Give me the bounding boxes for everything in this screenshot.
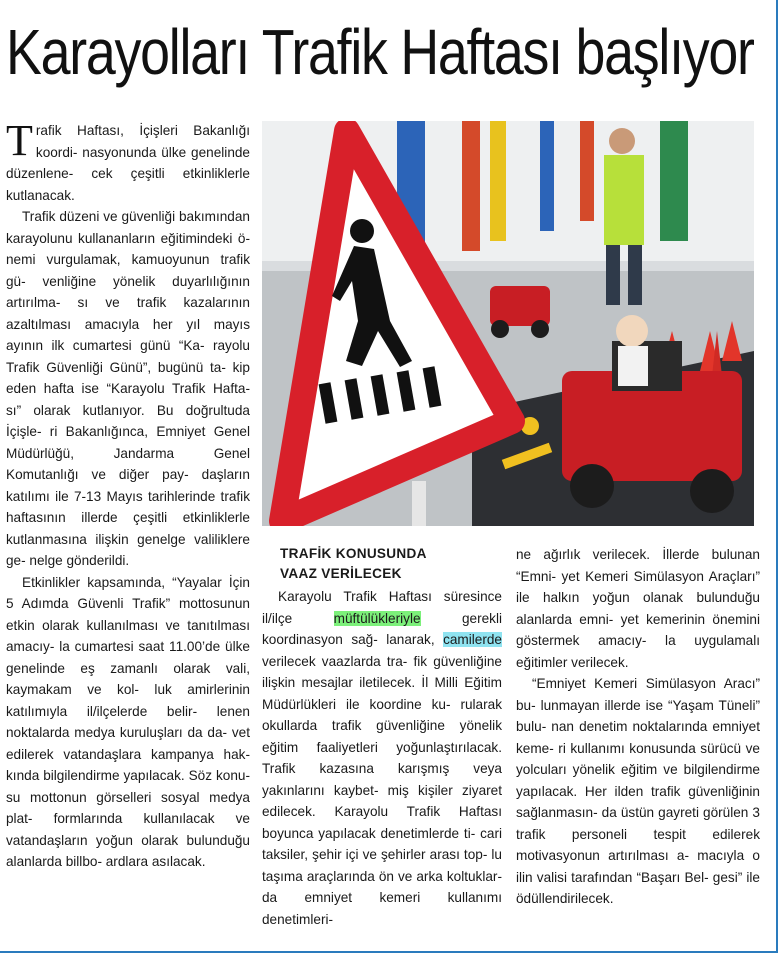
paragraph-2: Trafik düzeni ve güvenliği bakımından karayolunu kullananların eğitimindeki ö- nemi vurgulamak, kamuoyunun trafik gü- venliğine yönelik duyarlılığının artırılma- sı ve trafik kazalarının azaltılması amacıyla her yıl mayıs ayının ilk cumartesi günü “Ka- rayolu Trafik Güvenliği Günü”, bugünü ta- kip eden hafta ise “Karayolu Trafik Hafta- sı” olarak kutlanıyor. Bu doğrultuda İçişle- ri Bakanlığınca, Emniyet Genel Müdürlüğü, Jandarma Genel Komutanlığı ve diğer pay- daşların katılımı ile 7-13 Mayıs tarihlerinde trafik haftasının illerde çeşitli etkinliklerle kutlanmasına ilişkin genelge valiliklere ge- nelge gönderildi. <box>6 209 250 568</box>
photo-traffic-park <box>262 121 754 526</box>
news-photo <box>262 121 754 526</box>
highlight-muftuluk: müftülükleriyle <box>333 610 421 626</box>
paragraph-6: “Emniyet Kemeri Simülasyon Aracı” bu- lunmayan illerde ise “Yaşam Tüneli” bulu- nan denetim noktalarında emniyet keme- ri kullanımı konusunda sürücü ve yolcuları yönelik eğitim ve bilgilendirme yapılacak. Her ilden trafik güvenliğinin sağlanmasın- da üstün gayreti görülen 3 trafik personeli tespit edilerek motivasyonun artırılması a- macıyla o ilin valisi tarafından “Başarı Bel- gesi” ile ödüllendirilecek. <box>516 676 760 906</box>
subheading: TRAFİK KONUSUNDA VAAZ VERİLECEK <box>280 546 427 581</box>
paragraph-1: Trafik Haftası, İçişleri Bakanlığı koordi- nasyonunda ülke genelinde düzenlene- cek çeşitli etkinliklerle kutlanacak. <box>6 116 250 203</box>
highlight-camiler: camilerde <box>443 632 502 647</box>
paragraph-3: Etkinlikler kapsamında, “Yayalar İçin 5 Adımda Güvenli Trafik” mottosunun etkin olarak kullanılması ve tanıtılması amacıy- la cumartesi saat 11.00’de ülke genelinde eş zamanlı olarak vali, kaymakam ve kol- luk amirlerinin katılımıyla il/ilçelerde belir- lenen noktalarda medya kuruluşları da da- vet edilerek vatandaşlara kampanya hak- kında bilgilendirme yapılacak. Söz konu- su mottonun görselleri sosyal medya plat- formlarında kullanılacak ve vatandaşların yoğun olarak bulunduğu alanlarda billbo- ardlara asılacak. <box>6 574 250 869</box>
column-2 <box>262 544 502 930</box>
column-1 <box>6 116 250 873</box>
drop-cap: T <box>6 116 33 165</box>
headline: Karayolları Trafik Haftası başlıyor <box>6 16 754 88</box>
paragraph-4: Karayolu Trafik Haftası süresince il/ilçe müftülükleriyle gerekli koordinasyon sağ- lanarak, camilerde verilecek vaazlarda tra- fik güvenliğine ilişkin mesajlar iletilecek. İl Milli Eğitim Müdürlükleri ile koordine ku- rularak okullarda trafik güvenliğine yönelik eğitim faaliyetleri yoğunlaştırılacak. Trafik kazasına karışmış veya yakınlarını kaybet- miş kişiler ziyaret edilecek. Karayolu Trafik Haftası boyunca yapılacak denetimlerde ti- cari taksiler, şehir içi ve şehirler arası top- lu taşıma araçlarında ön ve arka koltuklar- da emniyet kemeri kullanımı denetimleri- <box>262 589 502 927</box>
paragraph-5: ne ağırlık verilecek. İllerde bulunan “Emni- yet Kemeri Simülasyon Araçları” ile halkın yoğun olanak bulunduğu alanlarda emni- yet kemerinin önemini göstermek amacıy- la uygulamalı eğitimler verilecek. <box>516 547 760 670</box>
column-3 <box>516 544 760 910</box>
